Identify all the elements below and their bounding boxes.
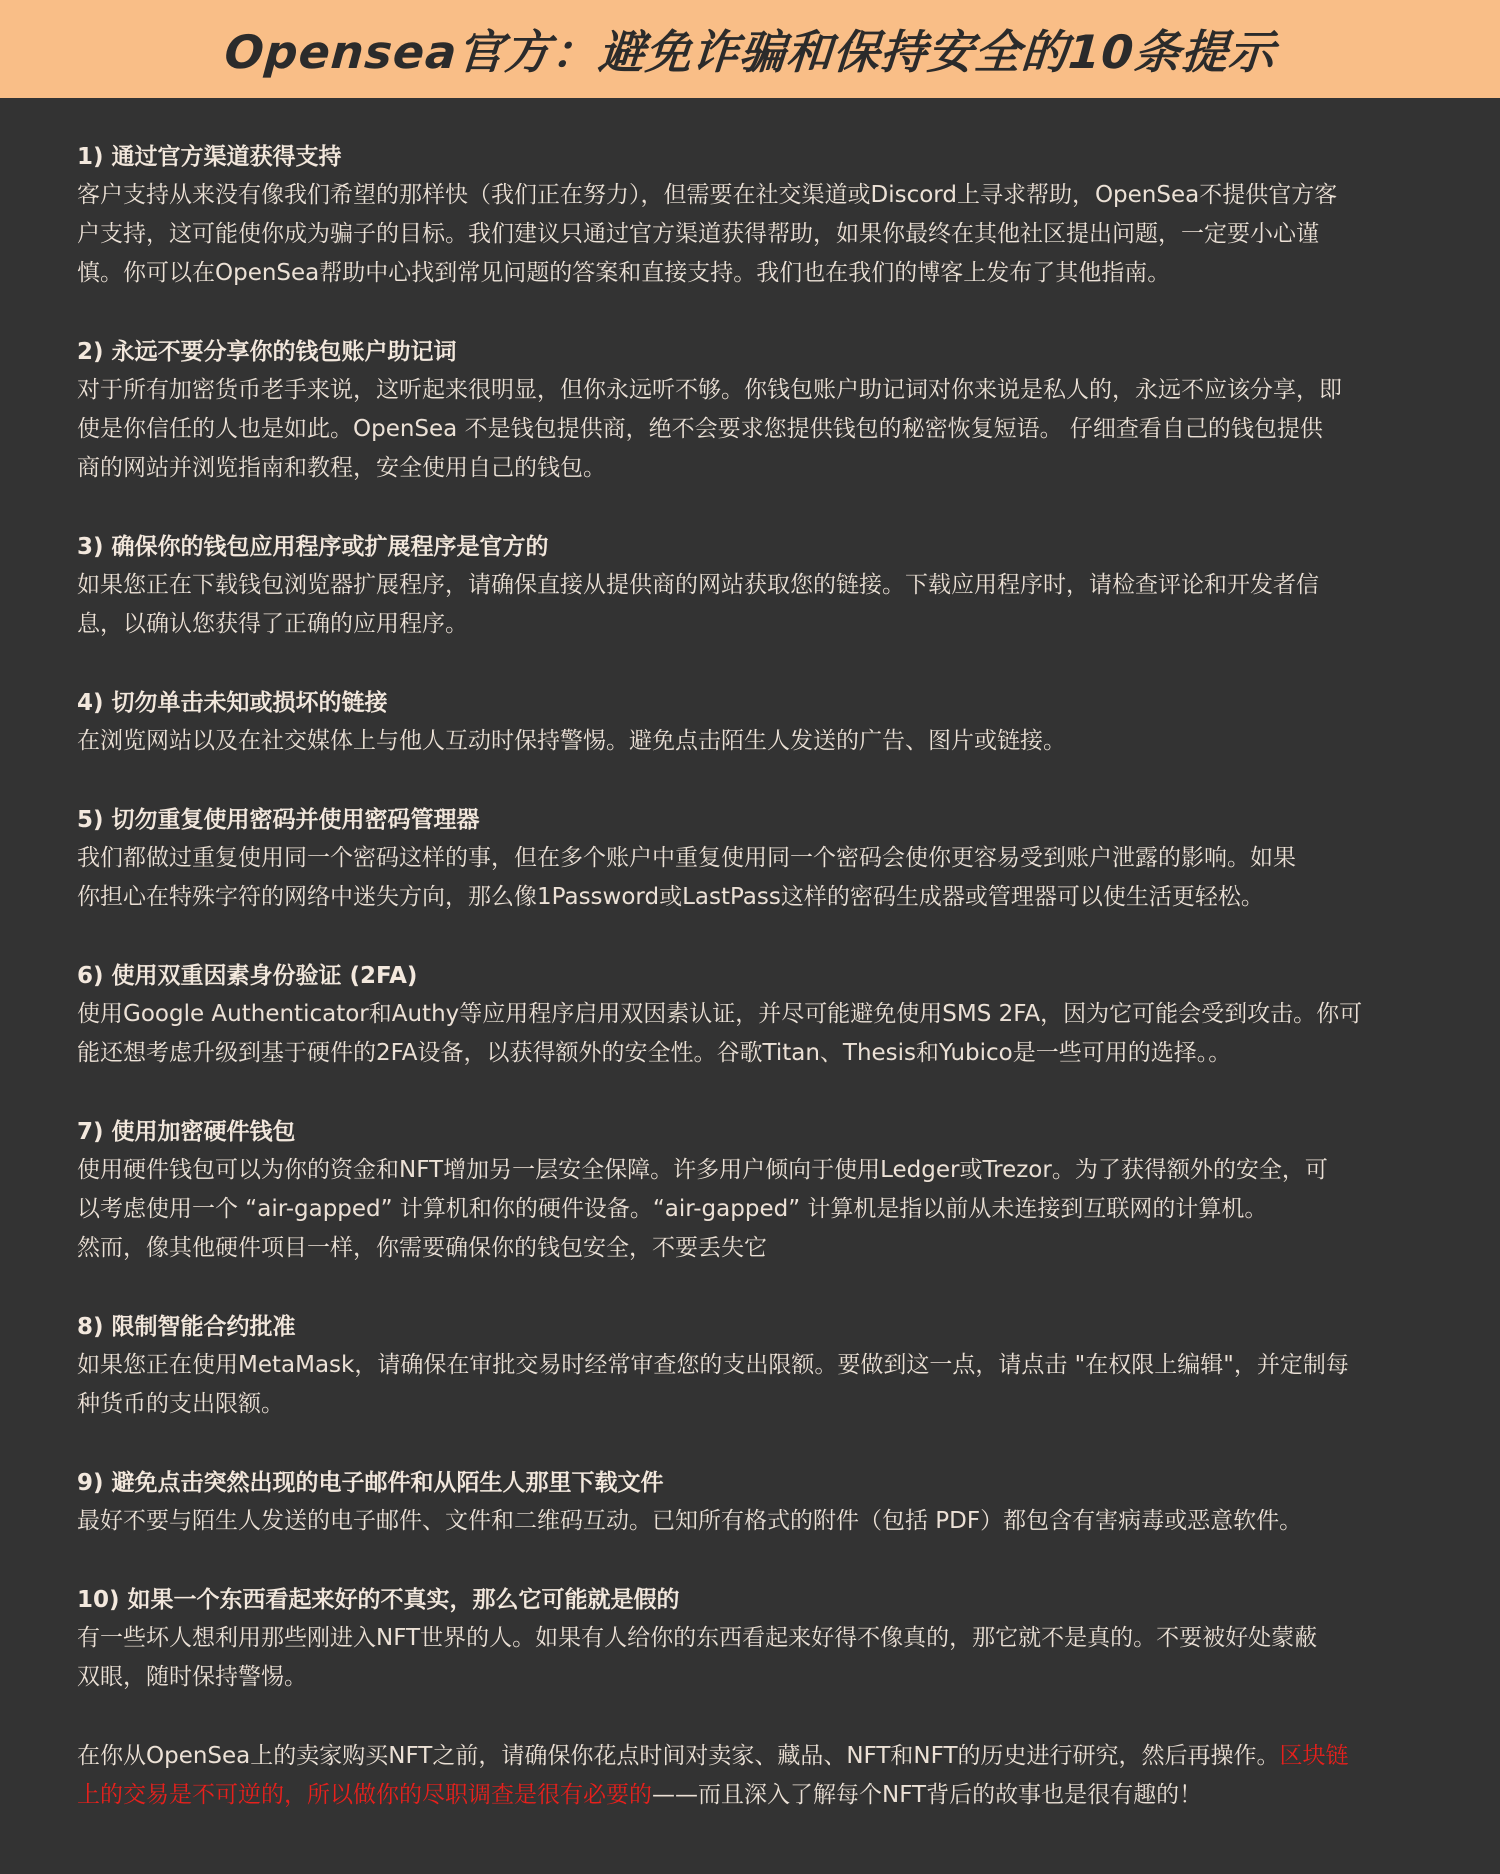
page-title: Opensea官方：避免诈骗和保持安全的10条提示 bbox=[222, 25, 1277, 79]
tip-section bbox=[77, 1581, 1426, 1737]
tip-body-line: 最好不要与陌生人发送的电子邮件、文件和二维码互动。已知所有格式的附件（包括 PDF）都包含有害病毒或恶意软件。 bbox=[77, 1508, 1303, 1534]
tip-body-line: 双眼，随时保持警惕。 bbox=[77, 1664, 307, 1690]
tip-title: 6) 使用双重因素身份验证 (2FA) bbox=[77, 963, 418, 989]
tip-body bbox=[77, 1619, 1426, 1697]
section-spacer bbox=[77, 644, 1426, 684]
tip-section bbox=[77, 1308, 1426, 1464]
closing-text: 在你从OpenSea上的卖家购买NFT之前，请确保你花点时间对卖家、藏品、NFT和NFT的历史进行研究，然后再操作。 bbox=[77, 1743, 1280, 1769]
tip-body-line: 户支持，这可能使你成为骗子的目标。我们建议只通过官方渠道获得帮助，如果你最终在其他社区提出问题，一定要小心谨 bbox=[77, 221, 1319, 247]
tip-body-line: 在浏览网站以及在社交媒体上与他人互动时保持警惕。避免点击陌生人发送的广告、图片或链接。 bbox=[77, 728, 1066, 754]
closing-line-2 bbox=[77, 1776, 1426, 1815]
section-spacer bbox=[77, 917, 1426, 957]
tip-body bbox=[77, 176, 1426, 293]
header-banner bbox=[0, 0, 1500, 98]
tip-body bbox=[77, 566, 1426, 644]
tip-title: 1) 通过官方渠道获得支持 bbox=[77, 144, 342, 170]
closing-line-1 bbox=[77, 1737, 1426, 1776]
tip-section bbox=[77, 684, 1426, 801]
tip-body-line: 慎。你可以在OpenSea帮助中心找到常见问题的答案和直接支持。我们也在我们的博客上发布了其他指南。 bbox=[77, 260, 1171, 286]
tip-section bbox=[77, 333, 1426, 528]
tip-body bbox=[77, 1502, 1426, 1541]
tip-section bbox=[77, 957, 1426, 1113]
tip-section bbox=[77, 1113, 1426, 1308]
closing-paragraph bbox=[77, 1737, 1426, 1815]
tip-body bbox=[77, 1346, 1426, 1424]
tip-body bbox=[77, 371, 1426, 488]
tip-title: 4) 切勿单击未知或损坏的链接 bbox=[77, 690, 388, 716]
tip-body-line: 你担心在特殊字符的网络中迷失方向，那么像1Password或LastPass这样的密码生成器或管理器可以使生活更轻松。 bbox=[77, 884, 1264, 910]
tip-body-line: 息，以确认您获得了正确的应用程序。 bbox=[77, 611, 468, 637]
tip-body-line: 对于所有加密货币老手来说，这听起来很明显，但你永远听不够。你钱包账户助记词对你来说是私人的，永远不应该分享，即 bbox=[77, 377, 1342, 403]
section-spacer bbox=[77, 761, 1426, 801]
tip-body-line: 如果您正在下载钱包浏览器扩展程序，请确保直接从提供商的网站获取您的链接。下载应用程序时，请检查评论和开发者信 bbox=[77, 572, 1319, 598]
tip-body bbox=[77, 995, 1426, 1073]
tip-body-line: 然而，像其他硬件项目一样，你需要确保你的钱包安全，不要丢失它 bbox=[77, 1235, 767, 1261]
section-spacer bbox=[77, 488, 1426, 528]
closing-text: ——而且深入了解每个NFT背后的故事也是很有趣的！ bbox=[652, 1782, 1203, 1808]
tip-body-line: 以考虑使用一个 “air-gapped” 计算机和你的硬件设备。“air-gapped” 计算机是指以前从未连接到互联网的计算机。 bbox=[77, 1196, 1268, 1222]
tip-body-line: 我们都做过重复使用同一个密码这样的事，但在多个账户中重复使用同一个密码会使你更容易受到账户泄露的影响。如果 bbox=[77, 845, 1296, 871]
tip-title: 3) 确保你的钱包应用程序或扩展程序是官方的 bbox=[77, 534, 549, 560]
tip-section bbox=[77, 801, 1426, 957]
section-spacer bbox=[77, 1073, 1426, 1113]
section-spacer bbox=[77, 1268, 1426, 1308]
tip-title: 10) 如果一个东西看起来好的不真实，那么它可能就是假的 bbox=[77, 1587, 680, 1613]
closing-warning-text: 区块链 bbox=[1279, 1743, 1349, 1769]
tip-body-line: 商的网站并浏览指南和教程，安全使用自己的钱包。 bbox=[77, 455, 606, 481]
tip-body-line: 客户支持从来没有像我们希望的那样快（我们正在努力），但需要在社交渠道或Discord上寻求帮助，OpenSea不提供官方客 bbox=[77, 182, 1338, 208]
section-spacer bbox=[77, 1697, 1426, 1737]
closing-warning-text: 上的交易是不可逆的，所以做你的尽职调查是很有必要的 bbox=[77, 1782, 652, 1808]
section-spacer bbox=[77, 293, 1426, 333]
tip-body-line: 使用Google Authenticator和Authy等应用程序启用双因素认证，并尽可能避免使用SMS 2FA，因为它可能会受到攻击。你可 bbox=[77, 1001, 1363, 1027]
section-spacer bbox=[77, 1541, 1426, 1581]
tip-section bbox=[77, 1464, 1426, 1581]
tip-body-line: 使用硬件钱包可以为你的资金和NFT增加另一层安全保障。许多用户倾向于使用Ledger或Trezor。为了获得额外的安全，可 bbox=[77, 1157, 1328, 1183]
tip-body bbox=[77, 839, 1426, 917]
tip-body-line: 如果您正在使用MetaMask，请确保在审批交易时经常审查您的支出限额。要做到这一点，请点击 "在权限上编辑"，并定制每 bbox=[77, 1352, 1349, 1378]
tip-title: 2) 永远不要分享你的钱包账户助记词 bbox=[77, 339, 457, 365]
tips-list bbox=[77, 138, 1426, 1737]
tip-section bbox=[77, 528, 1426, 684]
tip-title: 5) 切勿重复使用密码并使用密码管理器 bbox=[77, 807, 480, 833]
tip-body-line: 种货币的支出限额。 bbox=[77, 1391, 284, 1417]
section-spacer bbox=[77, 1424, 1426, 1464]
tip-body-line: 使是你信任的人也是如此。OpenSea 不是钱包提供商，绝不会要求您提供钱包的秘密恢复短语。 仔细查看自己的钱包提供 bbox=[77, 416, 1323, 442]
tip-title: 8) 限制智能合约批准 bbox=[77, 1314, 296, 1340]
tip-body-line: 有一些坏人想利用那些刚进入NFT世界的人。如果有人给你的东西看起来好得不像真的，那它就不是真的。不要被好处蒙蔽 bbox=[77, 1625, 1318, 1651]
tips-content bbox=[0, 98, 1500, 1815]
tip-body bbox=[77, 722, 1426, 761]
tip-section bbox=[77, 138, 1426, 333]
tip-title: 9) 避免点击突然出现的电子邮件和从陌生人那里下载文件 bbox=[77, 1470, 664, 1496]
tip-body-line: 能还想考虑升级到基于硬件的2FA设备，以获得额外的安全性。谷歌Titan、Thesis和Yubico是一些可用的选择。。 bbox=[77, 1040, 1232, 1066]
tip-title: 7) 使用加密硬件钱包 bbox=[77, 1119, 296, 1145]
tip-body bbox=[77, 1151, 1426, 1268]
